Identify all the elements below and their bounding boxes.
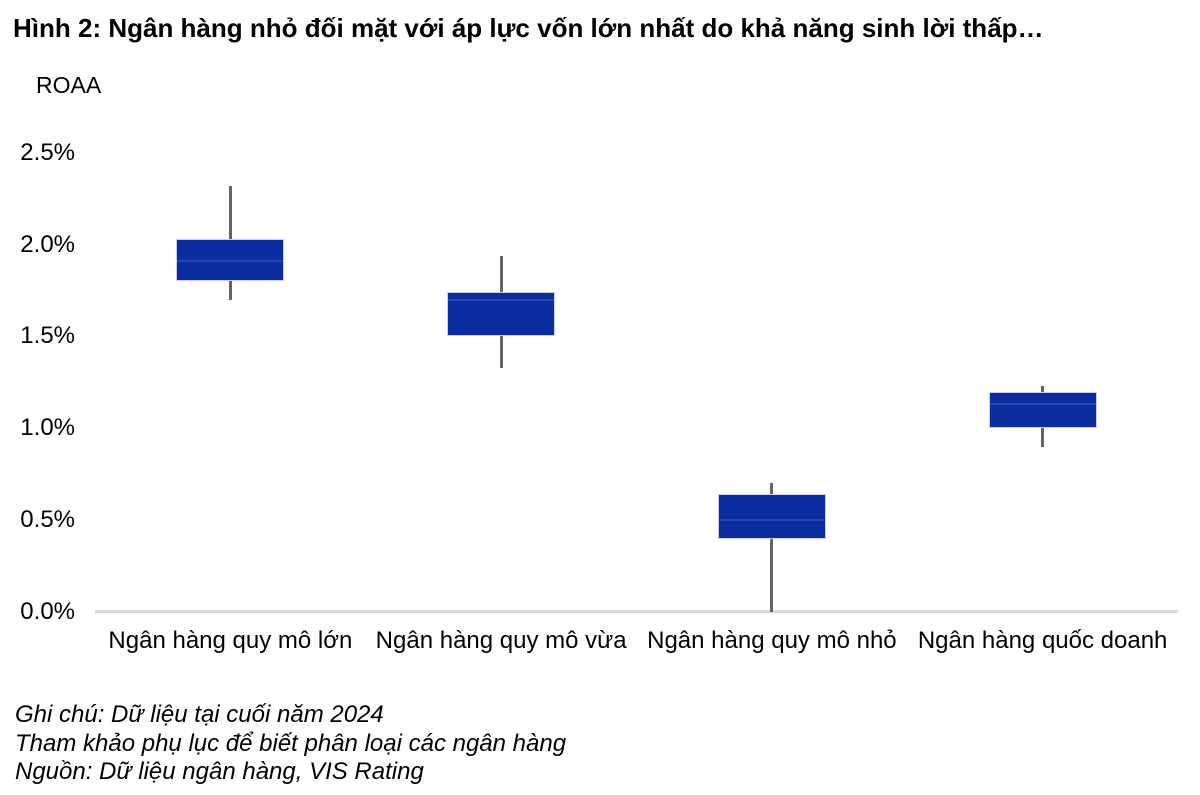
x-category-label-3: Ngân hàng quy mô nhỏ [647,627,897,654]
y-tick-label-20: 2.0% [20,230,75,258]
x-category-label-4: Ngân hàng quốc doanh [917,627,1168,654]
x-category-label-1: Ngân hàng quy mô lớn [108,627,353,654]
x-category-label-2: Ngân hàng quy mô vừa [375,627,627,654]
y-tick-label-00: 0.0% [20,598,75,625]
footnote-note: Ghi chú: Dữ liệu tại cuối năm 2024 [15,701,384,728]
y-axis-title: ROAA [36,72,102,98]
footnote-source: Nguồn: Dữ liệu ngân hàng, VIS Rating [15,758,424,785]
y-tick-label-25: 2.5% [20,138,75,166]
x-axis-baseline [95,610,1178,613]
chart-footnotes [15,701,566,787]
median-line-1 [177,260,283,262]
median-line-3 [719,519,825,521]
y-tick-label-05: 0.5% [20,506,75,534]
median-line-4 [990,403,1096,405]
footnote-appendix: Tham khảo phụ lục để biết phân loại các ngân hàng [15,729,567,757]
median-line-2 [448,299,554,301]
y-tick-label-15: 1.5% [20,322,75,350]
box-4 [989,392,1097,429]
box-3 [718,494,826,538]
y-tick-label-10: 1.0% [20,414,75,442]
chart-title: Hình 2: Ngân hàng nhỏ đối mặt với áp lực vốn lớn nhất do khả năng sinh lời thấp… [13,13,1044,43]
